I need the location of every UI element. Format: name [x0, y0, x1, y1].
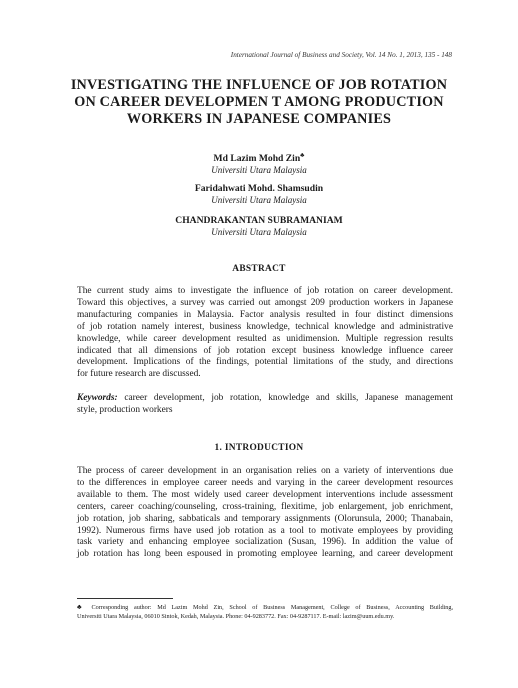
footnote-text: Corresponding author: Md Lazim Mohd Zin, School of Business Management, College of Business, Accounting Building, [85, 604, 453, 611]
abstract-line: manufacturing companies in Malaysia. Factor analysis resulted in four distinct dimensions [77, 309, 453, 320]
abstract-line: for future research are discussed. [77, 369, 201, 380]
abstract-line: The current study aims to investigate the influence of job rotation on career development. [77, 286, 453, 296]
intro-line: job rotation has long been espoused in promoting employee learning, and career development [77, 549, 453, 560]
paper-title [60, 77, 458, 128]
title-line: WORKERS IN JAPANESE COMPANIES [126, 111, 392, 127]
intro-line: job rotation, job sharing, sabbaticals and temporary assignments (Olorunsula, 2000; Thanabain, [77, 513, 453, 524]
abstract-line: indicated that all dimensions of job rotation except business knowledge influence career [77, 345, 453, 356]
running-head: International Journal of Business and Society, Vol. 14 No. 1, 2013, 135 - 148 [230, 51, 452, 59]
introduction-body [77, 466, 453, 561]
intro-line: The process of career development in an organisation relies on a variety of interventions due [77, 466, 453, 476]
introduction-heading: 1. INTRODUCTION [214, 443, 304, 453]
keywords [77, 393, 453, 417]
author-affiliation: Universiti Utara Malaysia [211, 165, 307, 176]
author-1 [59, 150, 459, 176]
author-name: CHANDRAKANTAN SUBRAMANIAM [175, 215, 343, 226]
intro-line: task variety and enhancing employee socialization (Susan, 1996). In addition the value of [77, 537, 453, 548]
footnote-divider [77, 598, 173, 599]
title-line: ON CAREER DEVELOPMEN T AMONG PRODUCTION [74, 94, 444, 110]
corresponding-author-mark: ♣ [300, 152, 305, 159]
author-affiliation: Universiti Utara Malaysia [211, 227, 307, 237]
abstract-line: of job rotation namely interest, business knowledge, technical knowledge and administrative [77, 321, 453, 332]
abstract-heading: ABSTRACT [232, 264, 286, 274]
keywords-label: Keywords: [77, 393, 118, 403]
author-affiliation: Universiti Utara Malaysia [211, 195, 307, 205]
title-line: INVESTIGATING THE INFLUENCE OF JOB ROTATION [70, 77, 448, 93]
intro-line: available to them. The most widely used career development interventions include assessment [77, 489, 453, 500]
footnote [77, 603, 453, 621]
footnote-mark: ♣ [77, 603, 86, 611]
author-2 [59, 183, 459, 206]
author-name: Md Lazim Mohd Zin [213, 153, 301, 165]
author-3 [59, 215, 459, 238]
abstract-body [77, 286, 453, 381]
footnote-text: Universiti Utara Malaysia, 06010 Sintok, Kedah, Malaysia. Phone: 04-9283772. Fax: 04-9287117. E-mail: lazim@uum.edu.my. [77, 613, 395, 620]
intro-line: to the differences in employee career needs and varying in the career development resources [77, 477, 453, 488]
abstract-line: knowledge, while career development resulted as unidimension. Multiple regression results [77, 333, 453, 344]
abstract-line: Toward this objectives, a survey was carried out amongst 209 production workers in Japanese [77, 297, 453, 308]
author-name: Faridahwati Mohd. Shamsudin [194, 183, 324, 194]
intro-line: centers, career coaching/counseling, cross-training, flexitime, job enlargement, job enrichment, [77, 501, 453, 512]
intro-line: 1992). Numerous firms have used job rotation as a tool to motivate employees by providing [77, 525, 453, 536]
keywords-text: career development, job rotation, knowledge and skills, Japanese management [117, 393, 453, 403]
abstract-line: development. Implications of the findings, potential limitations of the study, and directions [77, 357, 453, 368]
keywords-text: style, production workers [77, 404, 173, 415]
